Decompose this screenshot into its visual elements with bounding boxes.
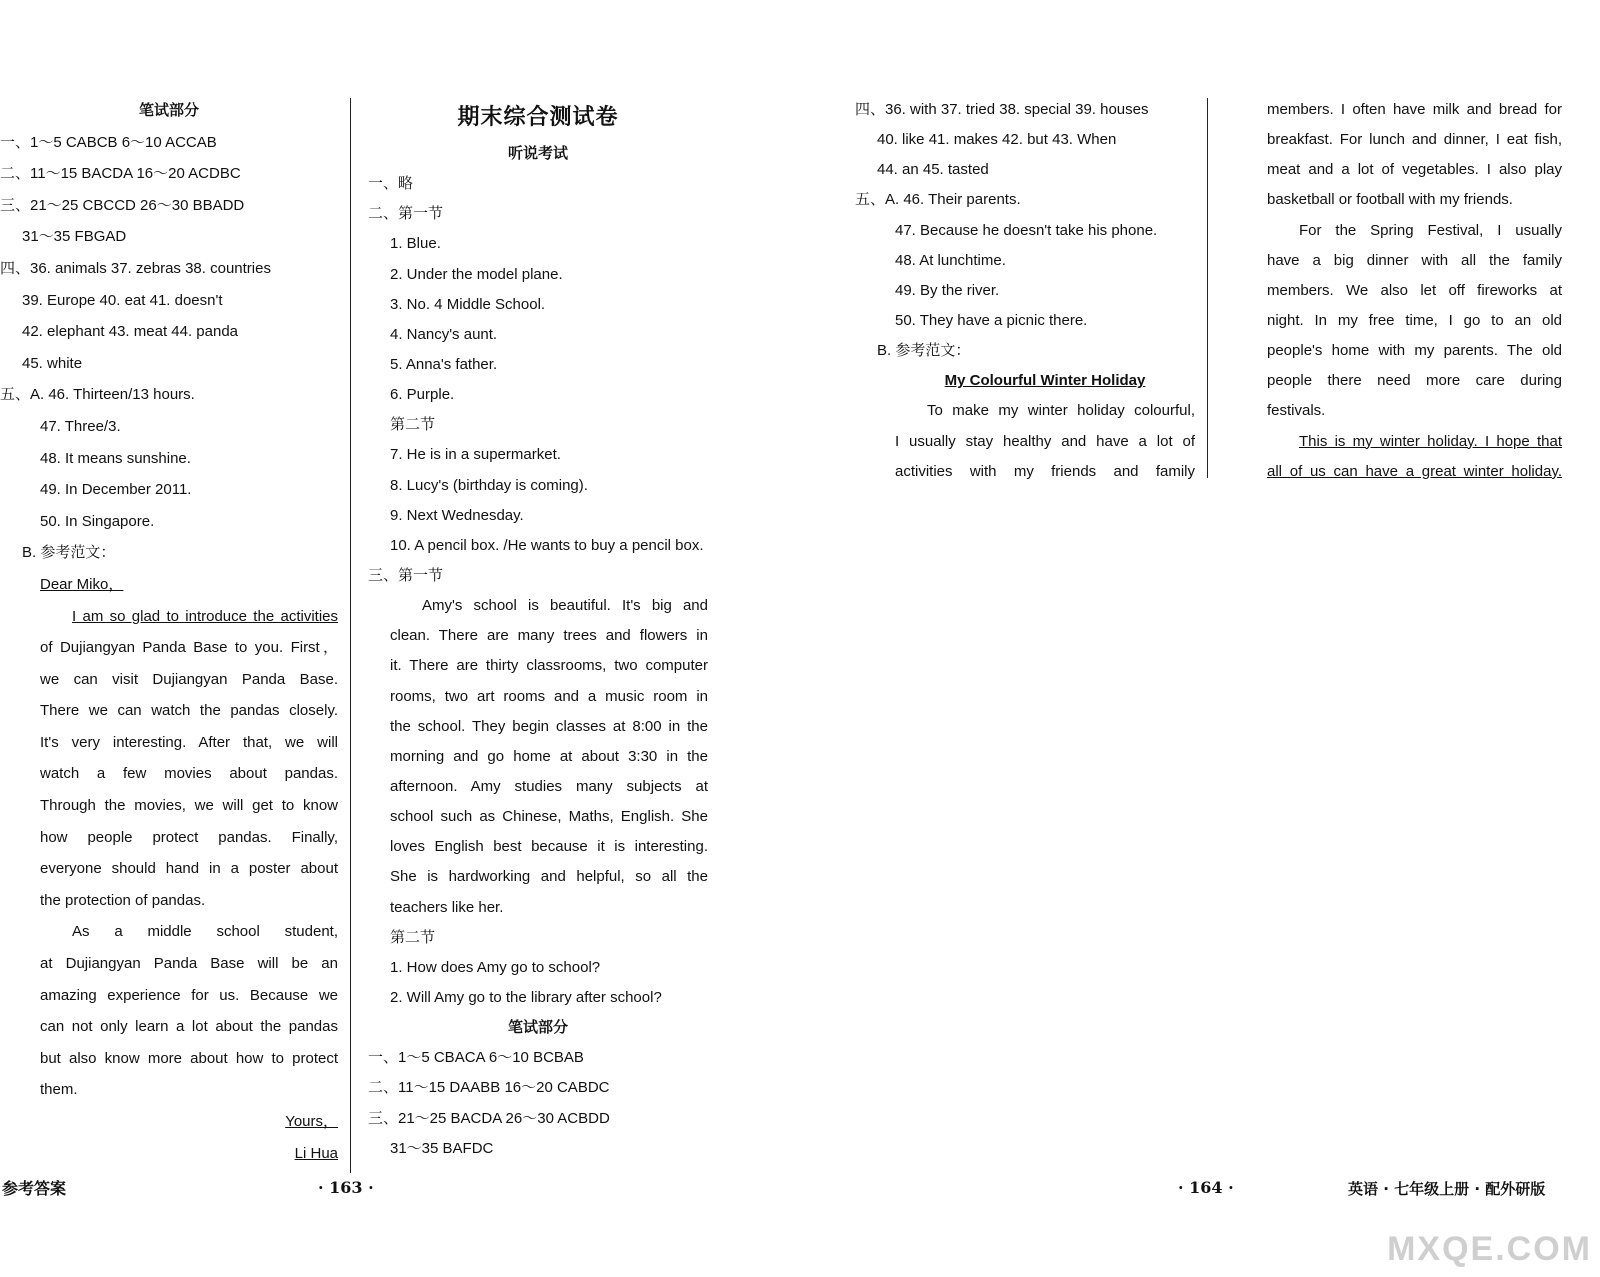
passage-line: morning and go home at about 3:30 in the xyxy=(390,747,708,765)
essay-line: I am so glad to introduce the activities xyxy=(72,607,338,625)
answer-line: 1. Blue. xyxy=(390,235,441,253)
answer-line: 四、36. animals 37. zebras 38. countries xyxy=(0,259,271,277)
essay-line: It's very interesting. After that, we will xyxy=(40,733,338,751)
right-column xyxy=(855,95,1195,487)
essay-line: night. In my free time, I go to an old xyxy=(1267,311,1562,329)
middle-column xyxy=(368,95,708,1164)
answer-line: 40. like 41. makes 42. but 43. When xyxy=(877,131,1117,149)
answer-line: 9. Next Wednesday. xyxy=(390,506,524,524)
section-heading: 笔试部分 xyxy=(507,1019,568,1037)
essay-line: people's home with my parents. The old xyxy=(1267,342,1562,360)
answer-line: B. 参考范文： xyxy=(877,342,971,360)
watermark-logo: MXQE.COM xyxy=(1387,1230,1592,1268)
essay-line: everyone should hand in a poster about xyxy=(40,860,338,878)
passage-line: teachers like her. xyxy=(390,898,504,916)
essay-line: them. xyxy=(40,1081,78,1099)
answer-line: 7. He is in a supermarket. xyxy=(390,446,561,464)
answer-line: 10. A pencil box. /He wants to buy a pencil box. xyxy=(390,536,704,554)
answer-line: 二、11～15 BACDA 16～20 ACDBC xyxy=(0,165,241,183)
answer-line: 第二节 xyxy=(390,416,436,434)
answer-line: 39. Europe 40. eat 41. doesn't xyxy=(22,291,223,309)
essay-line: For the Spring Festival, I usually xyxy=(1299,221,1562,239)
section-heading: 笔试部分 xyxy=(138,102,199,119)
footer-left-label: 参考答案 xyxy=(2,1179,67,1198)
essay-line: As a middle school student, xyxy=(72,923,338,941)
passage-line: school such as Chinese, Maths, English. She xyxy=(390,808,708,826)
answer-line: 三、21～25 BACDA 26～30 ACBDD xyxy=(368,1109,610,1127)
essay-line: meat and a lot of vegetables. I also play xyxy=(1267,161,1562,179)
answer-line: B. 参考范文： xyxy=(22,544,116,562)
answer-line: 3. No. 4 Middle School. xyxy=(390,295,546,313)
passage-line: afternoon. Amy studies many subjects at xyxy=(390,777,708,795)
letter-closing: Yours， xyxy=(285,1113,338,1130)
page-number-left: · 163 · xyxy=(318,1178,374,1197)
answer-line: 三、第一节 xyxy=(368,566,444,584)
essay-line: we can visit Dujiangyan Panda Base. xyxy=(40,670,338,688)
answer-line: 2. Under the model plane. xyxy=(390,265,563,283)
answer-line: 45. white xyxy=(22,354,83,372)
essay-line: all of us can have a great winter holiday. xyxy=(1267,462,1562,480)
answer-line: 31～35 FBGAD xyxy=(22,228,127,246)
answer-line: 一、1～5 CBACA 6～10 BCBAB xyxy=(368,1049,584,1067)
exam-title: 期末综合测试卷 xyxy=(457,104,619,129)
answer-line: 2. Will Amy go to the library after school? xyxy=(390,988,662,1006)
answer-line: 4. Nancy's aunt. xyxy=(390,325,498,343)
letter-signature: Li Hua xyxy=(294,1144,338,1162)
answer-line: 8. Lucy's (birthday is coming). xyxy=(390,476,588,494)
essay-line: There we can watch the pandas closely. xyxy=(40,702,338,720)
left-column xyxy=(0,95,338,1169)
answer-line: 49. By the river. xyxy=(895,281,1000,299)
answer-line: 48. It means sunshine. xyxy=(40,449,191,467)
passage-line: clean. There are many trees and flowers in xyxy=(390,627,708,645)
answer-line: 一、略 xyxy=(368,175,414,193)
answer-line: 三、21～25 CBCCD 26～30 BBADD xyxy=(0,196,245,214)
essay-line: people there need more care during xyxy=(1267,372,1562,390)
answer-line: 48. At lunchtime. xyxy=(895,251,1006,269)
answer-line: 一、1～5 CABCB 6～10 ACCAB xyxy=(0,133,217,151)
answer-line: 50. In Singapore. xyxy=(40,512,155,530)
answer-line: 1. How does Amy go to school? xyxy=(390,958,601,976)
answer-line: 四、36. with 37. tried 38. special 39. houses xyxy=(855,101,1149,118)
essay-line: how people protect pandas. Finally, xyxy=(40,828,338,846)
page-number-right: · 164 · xyxy=(1178,1178,1234,1197)
answer-line: 二、11～15 DAABB 16～20 CABDC xyxy=(368,1079,610,1097)
passage-line: loves English best because it is interesting. xyxy=(390,838,708,856)
answer-line: 44. an 45. tasted xyxy=(877,161,989,179)
passage-line: She is hardworking and helpful, so all the xyxy=(390,868,708,886)
essay-line: breakfast. For lunch and dinner, I eat fish, xyxy=(1267,131,1562,149)
essay-line: have a big dinner with all the family xyxy=(1267,251,1562,269)
passage-line: rooms, two art rooms and a music room in xyxy=(390,687,708,705)
answer-line: 47. Three/3. xyxy=(40,417,121,435)
answer-line: 49. In December 2011. xyxy=(40,481,192,499)
essay-line: basketball or football with my friends. xyxy=(1267,191,1513,209)
essay-title: My Colourful Winter Holiday xyxy=(944,372,1146,390)
essay-line: can not only learn a lot about the pandas xyxy=(40,1018,338,1036)
exam-subtitle: 听说考试 xyxy=(507,145,568,162)
essay-line: This is my winter holiday. I hope that xyxy=(1299,432,1562,450)
essay-line: I usually stay healthy and have a lot of xyxy=(895,432,1195,450)
answer-line: 50. They have a picnic there. xyxy=(895,311,1088,329)
answer-line: 6. Purple. xyxy=(390,386,455,404)
far-right-column xyxy=(1267,95,1562,487)
passage-line: Amy's school is beautiful. It's big and xyxy=(422,597,708,615)
essay-line: Through the movies, we will get to know xyxy=(40,797,338,815)
essay-line: To make my winter holiday colourful, xyxy=(927,402,1195,420)
essay-line: members. I often have milk and bread for xyxy=(1267,101,1562,118)
column-divider xyxy=(350,98,351,1173)
answer-line: 五、A. 46. Thirteen/13 hours. xyxy=(0,386,195,404)
essay-line: watch a few movies about pandas. xyxy=(40,765,338,783)
column-divider xyxy=(1207,98,1208,478)
answer-line: 42. elephant 43. meat 44. panda xyxy=(22,323,239,341)
passage-line: it. There are thirty classrooms, two computer xyxy=(390,657,708,675)
answer-line: 47. Because he doesn't take his phone. xyxy=(895,221,1158,239)
essay-line: at Dujiangyan Panda Base will be an xyxy=(40,955,338,973)
essay-line: festivals. xyxy=(1267,402,1326,420)
letter-greeting: Dear Miko， xyxy=(40,575,124,593)
answer-line: 二、第一节 xyxy=(368,205,444,223)
answer-line: 5. Anna's father. xyxy=(390,355,498,373)
answer-line: 五、A. 46. Their parents. xyxy=(855,191,1021,209)
essay-line: of Dujiangyan Panda Base to you. First， xyxy=(40,639,338,657)
answer-line: 31～35 BAFDC xyxy=(390,1139,494,1157)
essay-line: members. We also let off fireworks at xyxy=(1267,281,1562,299)
essay-line: the protection of pandas. xyxy=(40,891,206,909)
essay-line: amazing experience for us. Because we xyxy=(40,986,338,1004)
essay-line: activities with my friends and family xyxy=(895,462,1195,480)
footer-subject: 英语 · 七年级上册 · 配外研版 xyxy=(1348,1180,1546,1198)
passage-line: the school. They begin classes at 8:00 in the xyxy=(390,717,708,735)
essay-line: but also know more about how to protect xyxy=(40,1049,338,1067)
answer-line: 第二节 xyxy=(390,928,436,946)
